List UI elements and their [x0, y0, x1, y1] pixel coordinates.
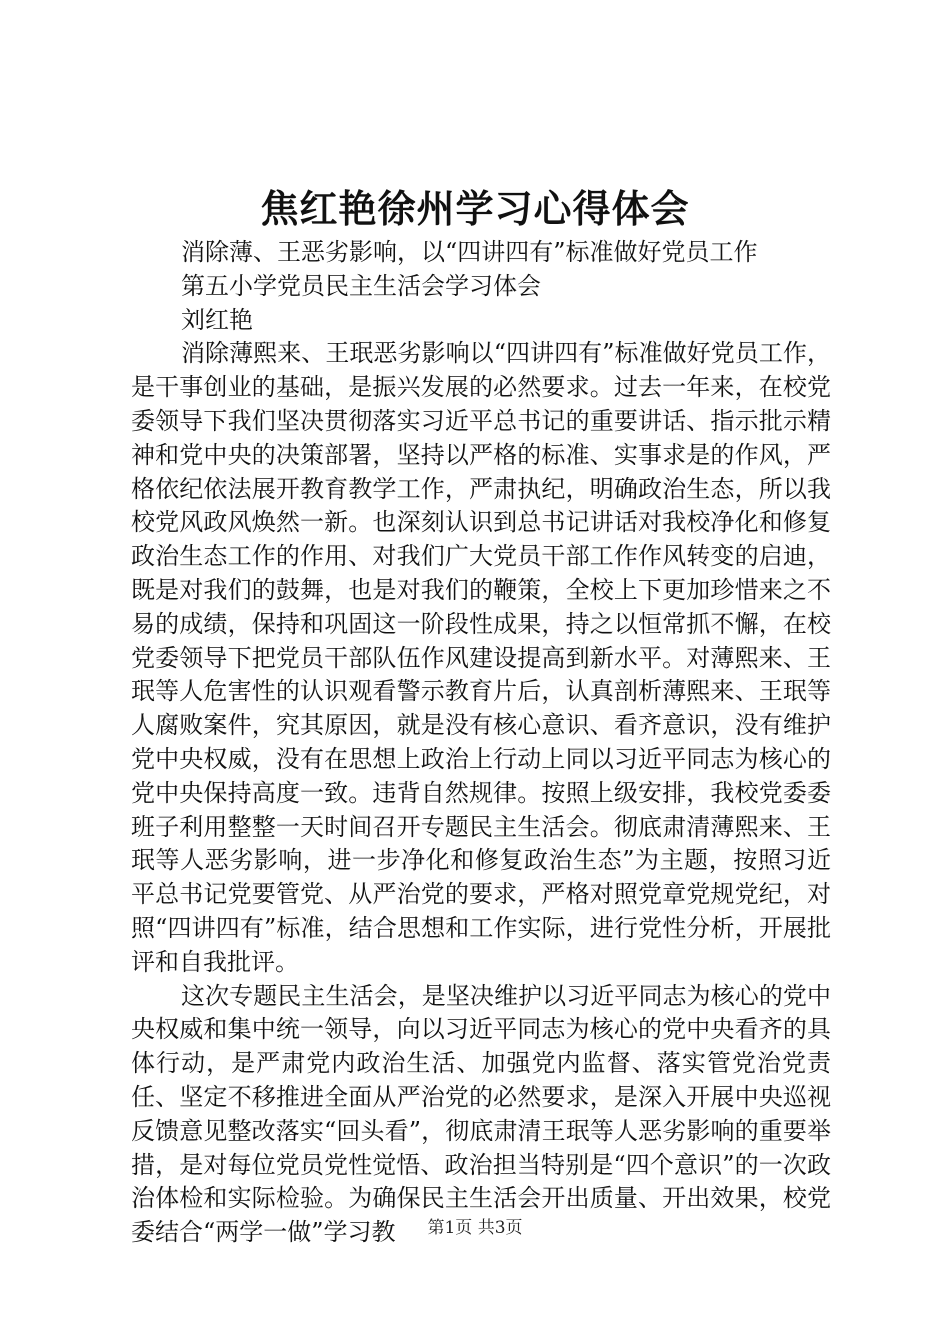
- subtitle-line-2: 第五小学党员民主生活会学习体会: [181, 271, 541, 300]
- subtitle-line-1: 消除薄、王恶劣影响，以“四讲四有”标准做好党员工作: [181, 238, 758, 266]
- document-title: 焦红艳徐州学习心得体会: [260, 186, 690, 231]
- body-paragraph-1: 消除薄熙来、王珉恶劣影响以“四讲四有”标准做好党员工作，是干事创业的基础，是振兴发展的必然要求。过去一年来，在校党委领导下我们坚决贯彻落实习近平总书记的重要讲话、指示批示精神和党中央的决策部署，坚持以严格的标准、实事求是的作风，严格依纪依法展开教育教学工作，严肃执纪，明确政治生态，所以我校党风政风焕然一新。也深刻认识到总书记讲话对我校净化和修复政治生态工作的作用、对我们广大党员干部工作作风转变的启迪，既是对我们的鼓舞，也是对我们的鞭策，全校上下更加珍惜来之不易的成绩，保持和巩固这一阶段性成果，持之以恒常抓不懈，在校党委领导下把党员干部队伍作风建设提高到新水平。对薄熙来、王珉等人危害性的认识观看警示教育片后，认真剖析薄熙来、王珉等人腐败案件，究其原因，就是没有核心意识、看齐意识，没有维护党中央权威，没有在思想上政治上行动上同以习近平同志为核心的党中央保持高度一致。违背自然规律。按照上级安排，我校党委委班子利用整整一天时间召开专题民主生活会。彻底肃清薄熙来、王珉等人恶劣影响，进一步净化和修复政治生态”为主题，按照习近平总书记党要管党、从严治党的要求，严格对照党章党规党纪，对照“四讲四有”标准，结合思想和工作实际，进行党性分析，开展批评和自我批评。: [131, 339, 831, 976]
- author-name: 刘红艳: [181, 305, 253, 334]
- body-paragraph-2: 这次专题民主生活会，是坚决维护以习近平同志为核心的党中央权威和集中统一领导，向以习近平同志为核心的党中央看齐的具体行动，是严肃党内政治生活、加强党内监督、落实管党治党责任、坚定不移推进全面从严治党的必然要求，是深入开展中央巡视反馈意见整改落实“回头看”，彻底肃清王珉等人恶劣影响的重要举措，是对每位党员党性觉悟、政治担当特别是“四个意识”的一次政治体检和实际检验。为确保民主生活会开出质量、开出效果，校党委结合“两学一做”学习教: [131, 981, 831, 1247]
- page-number-footer: 第1页 共3页: [427, 1218, 523, 1238]
- document-body: [131, 236, 831, 1250]
